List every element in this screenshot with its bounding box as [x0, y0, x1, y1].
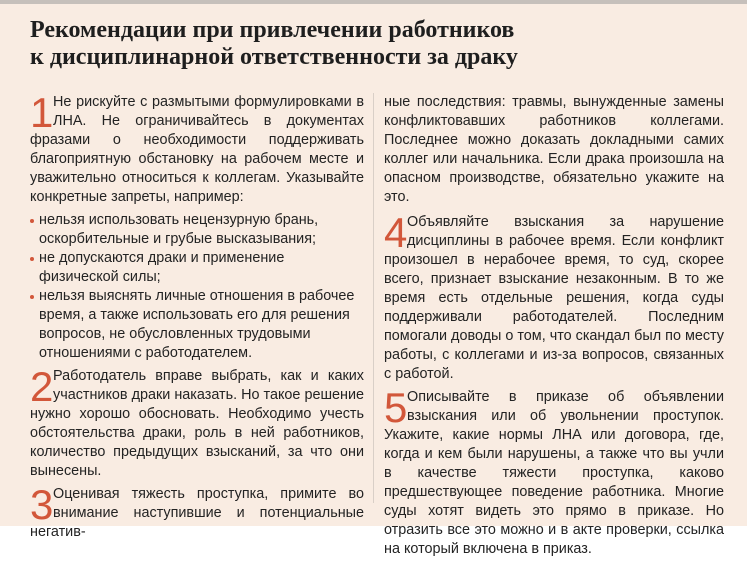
bullet-icon [30, 295, 34, 299]
recommendation-number: 1 [30, 89, 54, 136]
title-line-1: Рекомендации при привлечении работников [30, 17, 515, 43]
bullet-icon [30, 219, 34, 223]
recommendation-number: 4 [384, 209, 408, 256]
recommendation-text: Описывайте в приказе об объявлении взыскания или об увольнении проступок. Укажите, какие нормы ЛНА или договора, где, когда и кем были нарушены, а также что вы учли в качестве тяжести проступка, каково предшествующее поведение работника. Многие суды хотят видеть это прямо в приказе. Но отразить все это можно и в акте проверки, ссылка на который включена в приказ. [384, 389, 724, 557]
bullet-icon [30, 257, 34, 261]
list-item [30, 249, 364, 287]
right-column [384, 93, 724, 563]
recommendation-3 [30, 481, 364, 542]
recommendation-number: 5 [384, 384, 408, 431]
top-divider [0, 0, 747, 4]
recommendation-1 [30, 89, 364, 207]
list-item [30, 211, 364, 249]
recommendation-2 [30, 363, 364, 481]
recommendation-text: Объявляйте взыскания за нарушение дисциплины в рабочее время. Если конфликт произошел в нерабочее время, то суд, скорее всего, признает взыскание незаконным. В то же время есть отдельные решения, когда суды поддерживали работодателей. Последним помогали доводы о том, что скандал был по месту работы, с коллегами и из-за вопросов, связанных с работой. [384, 214, 724, 382]
recommendation-text: Оценивая тяжесть проступка, примите во внимание наступившие и потенциальные негатив- [30, 486, 364, 540]
recommendation-number: 3 [30, 481, 54, 528]
recommendation-5 [384, 384, 724, 559]
recommendation-text: Работодатель вправе выбрать, как и каких участников драки наказать. Но такое решение нужно хорошо обосновать. Необходимо учесть обстоятельства драки, роль в ней работников, количество предыдущих взысканий, за что они вынесены. [30, 368, 364, 479]
article-title [30, 17, 730, 71]
recommendation-3-continuation: ные последствия: травмы, вынужденные замены конфликтовавших работников коллегами. Последнее можно доказать докладными самих коллег или начальника. Если драка произошла на опасном производстве, обязательно укажите на это. [384, 94, 724, 205]
bullet-text: нельзя использовать нецензурную брань, оскорбительные и грубые высказывания; [39, 212, 319, 247]
list-item [30, 287, 364, 363]
column-divider [373, 93, 374, 503]
title-line-2: к дисциплинарной ответственности за драку [30, 44, 518, 70]
left-column [30, 89, 364, 546]
bullet-text: нельзя выяснять личные отношения в рабочее время, а также использовать его для решения вопросов, не обусловленных трудовыми отношениями с работодателем. [39, 288, 355, 361]
bullet-list [30, 211, 364, 363]
recommendation-number: 2 [30, 363, 54, 410]
bullet-text: не допускаются драки и применение физической силы; [39, 250, 285, 285]
recommendation-text: Не рискуйте с размытыми формулировками в ЛНА. Не ограничивайтесь в документах фразами о необходимости поддерживать благоприятную обстановку на рабочем месте и уважительно относиться к коллегам. Указывайте конкретные запреты, например: [30, 94, 364, 205]
recommendation-4 [384, 209, 724, 384]
